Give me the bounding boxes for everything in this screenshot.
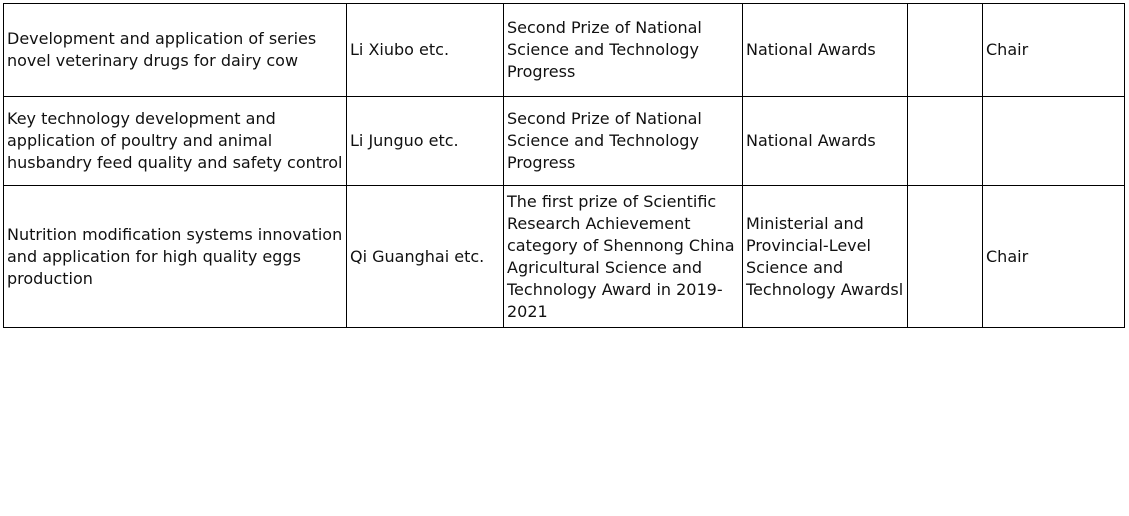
role-cell: Chair [983, 186, 1125, 328]
award-level-cell: National Awards [743, 97, 908, 186]
empty-cell [908, 186, 983, 328]
award-level-cell: Ministerial and Provincial-Level Science and Technology Awardsl [743, 186, 908, 328]
award-level-cell: National Awards [743, 4, 908, 97]
leader-cell: Li Xiubo etc. [347, 4, 504, 97]
table-row [4, 186, 1125, 328]
award-cell: The first prize of Scientific Research Achievement category of Shennong China Agricultural Science and Technology Award in 2019-2021 [504, 186, 743, 328]
awards-sheet [3, 3, 1125, 328]
award-cell: Second Prize of National Science and Technology Progress [504, 4, 743, 97]
award-cell: Second Prize of National Science and Technology Progress [504, 97, 743, 186]
table-row [4, 97, 1125, 186]
table-row [4, 4, 1125, 97]
role-cell: Chair [983, 4, 1125, 97]
leader-cell: Qi Guanghai etc. [347, 186, 504, 328]
project-cell: Key technology development and application of poultry and animal husbandry feed quality and safety control [4, 97, 347, 186]
empty-cell [908, 97, 983, 186]
awards-table [3, 3, 1125, 328]
empty-cell [908, 4, 983, 97]
project-cell: Development and application of series novel veterinary drugs for dairy cow [4, 4, 347, 97]
role-cell [983, 97, 1125, 186]
leader-cell: Li Junguo etc. [347, 97, 504, 186]
project-cell: Nutrition modification systems innovation and application for high quality eggs production [4, 186, 347, 328]
